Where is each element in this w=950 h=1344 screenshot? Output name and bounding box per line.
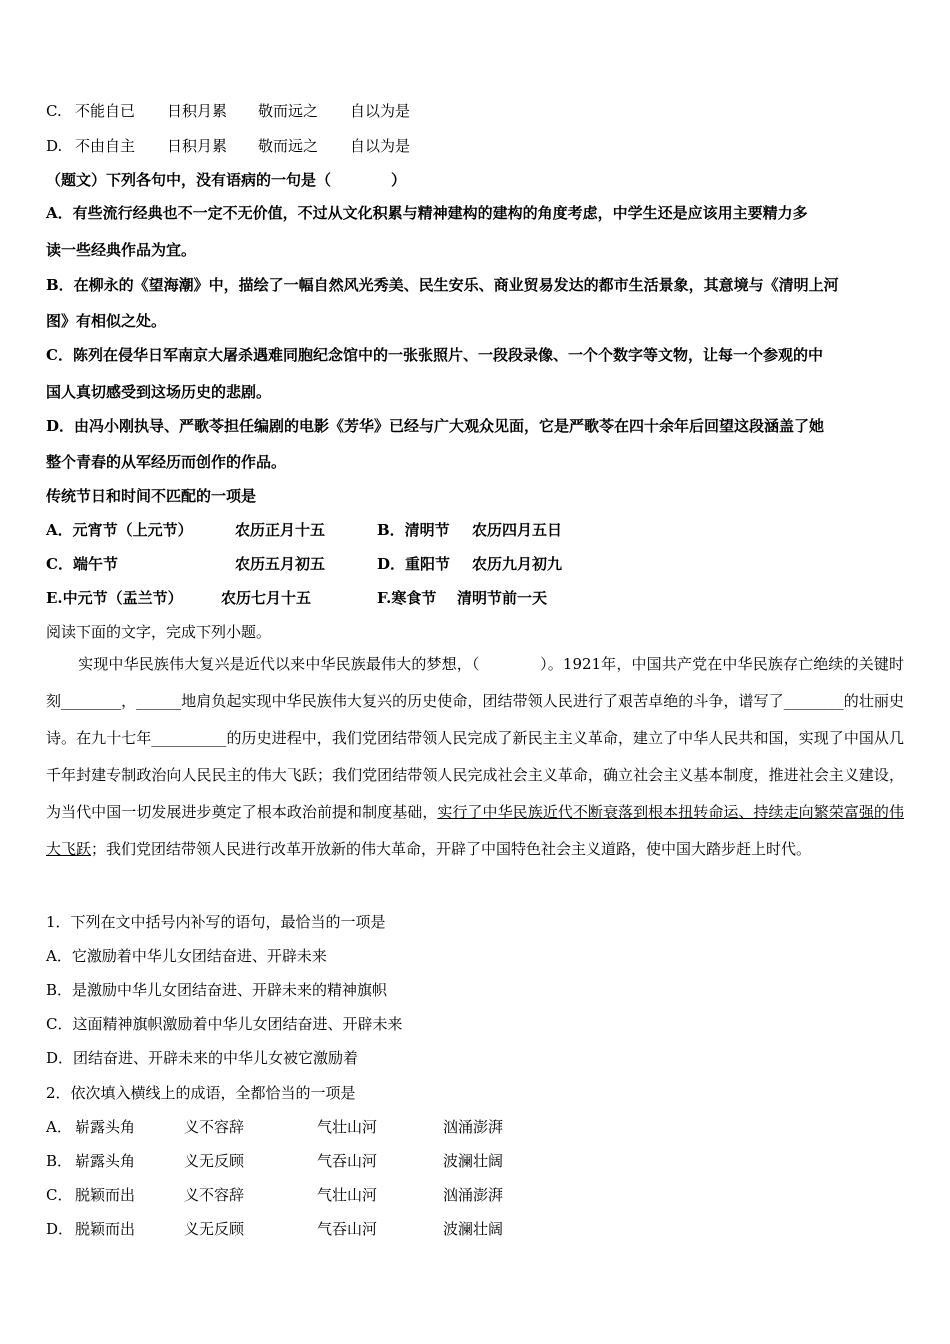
option-term: 日积月累 xyxy=(167,102,228,120)
q1-option-d: D．团结奋进、开辟未来的中华儿女被它激励着 xyxy=(46,1049,359,1067)
grammar-option-a-line2: 读一些经典作品为宜。 xyxy=(46,241,197,259)
grammar-option-b-line2: 图》有相似之处。 xyxy=(46,312,167,330)
option-term: 气壮山河 xyxy=(317,1186,378,1204)
passage-underlined-text: 实行了中华民族近代不断衰落到根本扭转命运、持续走向繁荣富强的伟大飞跃 xyxy=(46,803,904,858)
grammar-question-stem: （题文）下列各句中，没有语病的一句是（ ） xyxy=(46,171,407,189)
festival-option-c-name: C．端午节 xyxy=(46,555,118,573)
q2-stem: 2．依次填入横线上的成语，全都恰当的一项是 xyxy=(46,1084,356,1102)
q1-stem: 1．下列在文中括号内补写的语句，最恰当的一项是 xyxy=(46,913,386,931)
grammar-option-d-line2: 整个青春的从军经历而创作的作品。 xyxy=(46,453,287,471)
q1-option-a: A．它激励着中华儿女团结奋进、开辟未来 xyxy=(46,947,327,965)
option-term: 不能自已 xyxy=(75,102,136,120)
option-term: 义不容辞 xyxy=(184,1118,245,1136)
festival-option-a-date: 农历正月十五 xyxy=(235,521,326,539)
option-term: 波澜壮阔 xyxy=(443,1220,504,1238)
option-term: 汹涌澎湃 xyxy=(443,1118,504,1136)
option-term: 汹涌澎湃 xyxy=(443,1186,504,1204)
option-term: 不由自主 xyxy=(75,137,136,155)
option-letter: A． xyxy=(46,1118,72,1136)
option-term: 义无反顾 xyxy=(184,1220,245,1238)
grammar-option-c-line2: 国人真切感受到这场历史的悲剧。 xyxy=(46,383,272,401)
option-letter: D． xyxy=(46,1220,74,1238)
festival-option-d-name: D．重阳节 xyxy=(377,555,451,573)
festival-option-e-name: E.中元节（盂兰节） xyxy=(46,589,183,607)
reading-intro: 阅读下面的文字，完成下列小题。 xyxy=(46,623,272,641)
festival-option-c-date: 农历五月初五 xyxy=(235,555,326,573)
festival-option-a-name: A．元宵节（上元节） xyxy=(46,521,193,539)
reading-passage xyxy=(46,646,904,868)
festival-option-b-date: 农历四月五日 xyxy=(472,521,563,539)
option-term: 崭露头角 xyxy=(75,1152,136,1170)
grammar-option-c-line1: C．陈列在侵华日军南京大屠杀遇难同胞纪念馆中的一张张照片、一段段录像、一个个数字等文物，让每一个参观的中 xyxy=(46,346,823,364)
option-letter: D. xyxy=(46,137,63,155)
passage-text: 实现中华民族伟大复兴是近代以来中华民族最伟大的梦想，（ ）。1921年，中国共产党在中华民族存亡绝续的关键时刻________，______地肩负起实现中华民族伟大复兴的历史使命，团结带领人民进行了艰苦卓绝的斗争，谱写了________的壮丽史诗。在九十七年__________的历史进程中，我们党团结带领人民完成了新民主主义革命，建立了中华人民共和国，实现了中国从几千年封建专制政治向人民民主的伟大飞跃；我们党团结带领人民完成社会主义革命，确立社会主义基本制度，推进社会主义建设，为当代中国一切发展进步奠定了根本政治前提和制度基础， xyxy=(46,655,904,821)
option-letter: C． xyxy=(46,1186,73,1204)
festival-question-stem: 传统节日和时间不匹配的一项是 xyxy=(46,487,257,505)
q1-option-c: C．这面精神旗帜激励着中华儿女团结奋进、开辟未来 xyxy=(46,1015,403,1033)
grammar-option-d-line1: D．由冯小刚执导、严歌苓担任编剧的电影《芳华》已经与广大观众见面，它是严歌苓在四十余年后回望这段涵盖了她 xyxy=(46,417,825,435)
option-term: 脱颖而出 xyxy=(75,1186,136,1204)
q1-option-b: B．是激励中华儿女团结奋进、开辟未来的精神旗帜 xyxy=(46,981,388,999)
option-term: 崭露头角 xyxy=(75,1118,136,1136)
festival-option-d-date: 农历九月初九 xyxy=(472,555,563,573)
grammar-option-a-line1: A．有些流行经典也不一定不无价值，不过从文化积累与精神建构的建构的角度考虑，中学生还是应该用主要精力多 xyxy=(46,204,808,222)
option-term: 脱颖而出 xyxy=(75,1220,136,1238)
option-term: 义不容辞 xyxy=(184,1186,245,1204)
passage-text: ；我们党团结带领人民进行改革开放新的伟大革命，开辟了中国特色社会主义道路，使中国大踏步赶上时代。 xyxy=(91,840,812,858)
option-term: 气壮山河 xyxy=(317,1118,378,1136)
option-term: 气吞山河 xyxy=(317,1220,378,1238)
option-term: 自以为是 xyxy=(350,102,411,120)
festival-option-e-date: 农历七月十五 xyxy=(221,589,312,607)
option-letter: C. xyxy=(46,102,62,120)
festival-option-f-name: F.寒食节 xyxy=(377,589,437,607)
option-term: 自以为是 xyxy=(350,137,411,155)
option-term: 气吞山河 xyxy=(317,1152,378,1170)
option-letter: B． xyxy=(46,1152,73,1170)
festival-option-f-date: 清明节前一天 xyxy=(457,589,548,607)
option-term: 义无反顾 xyxy=(184,1152,245,1170)
option-term: 日积月累 xyxy=(167,137,228,155)
festival-option-b-name: B．清明节 xyxy=(377,521,450,539)
grammar-option-b-line1: B．在柳永的《望海潮》中，描绘了一幅自然风光秀美、民生安乐、商业贸易发达的都市生活景象，其意境与《清明上河 xyxy=(46,276,839,294)
option-term: 敬而远之 xyxy=(258,137,319,155)
option-term: 敬而远之 xyxy=(258,102,319,120)
option-term: 波澜壮阔 xyxy=(443,1152,504,1170)
